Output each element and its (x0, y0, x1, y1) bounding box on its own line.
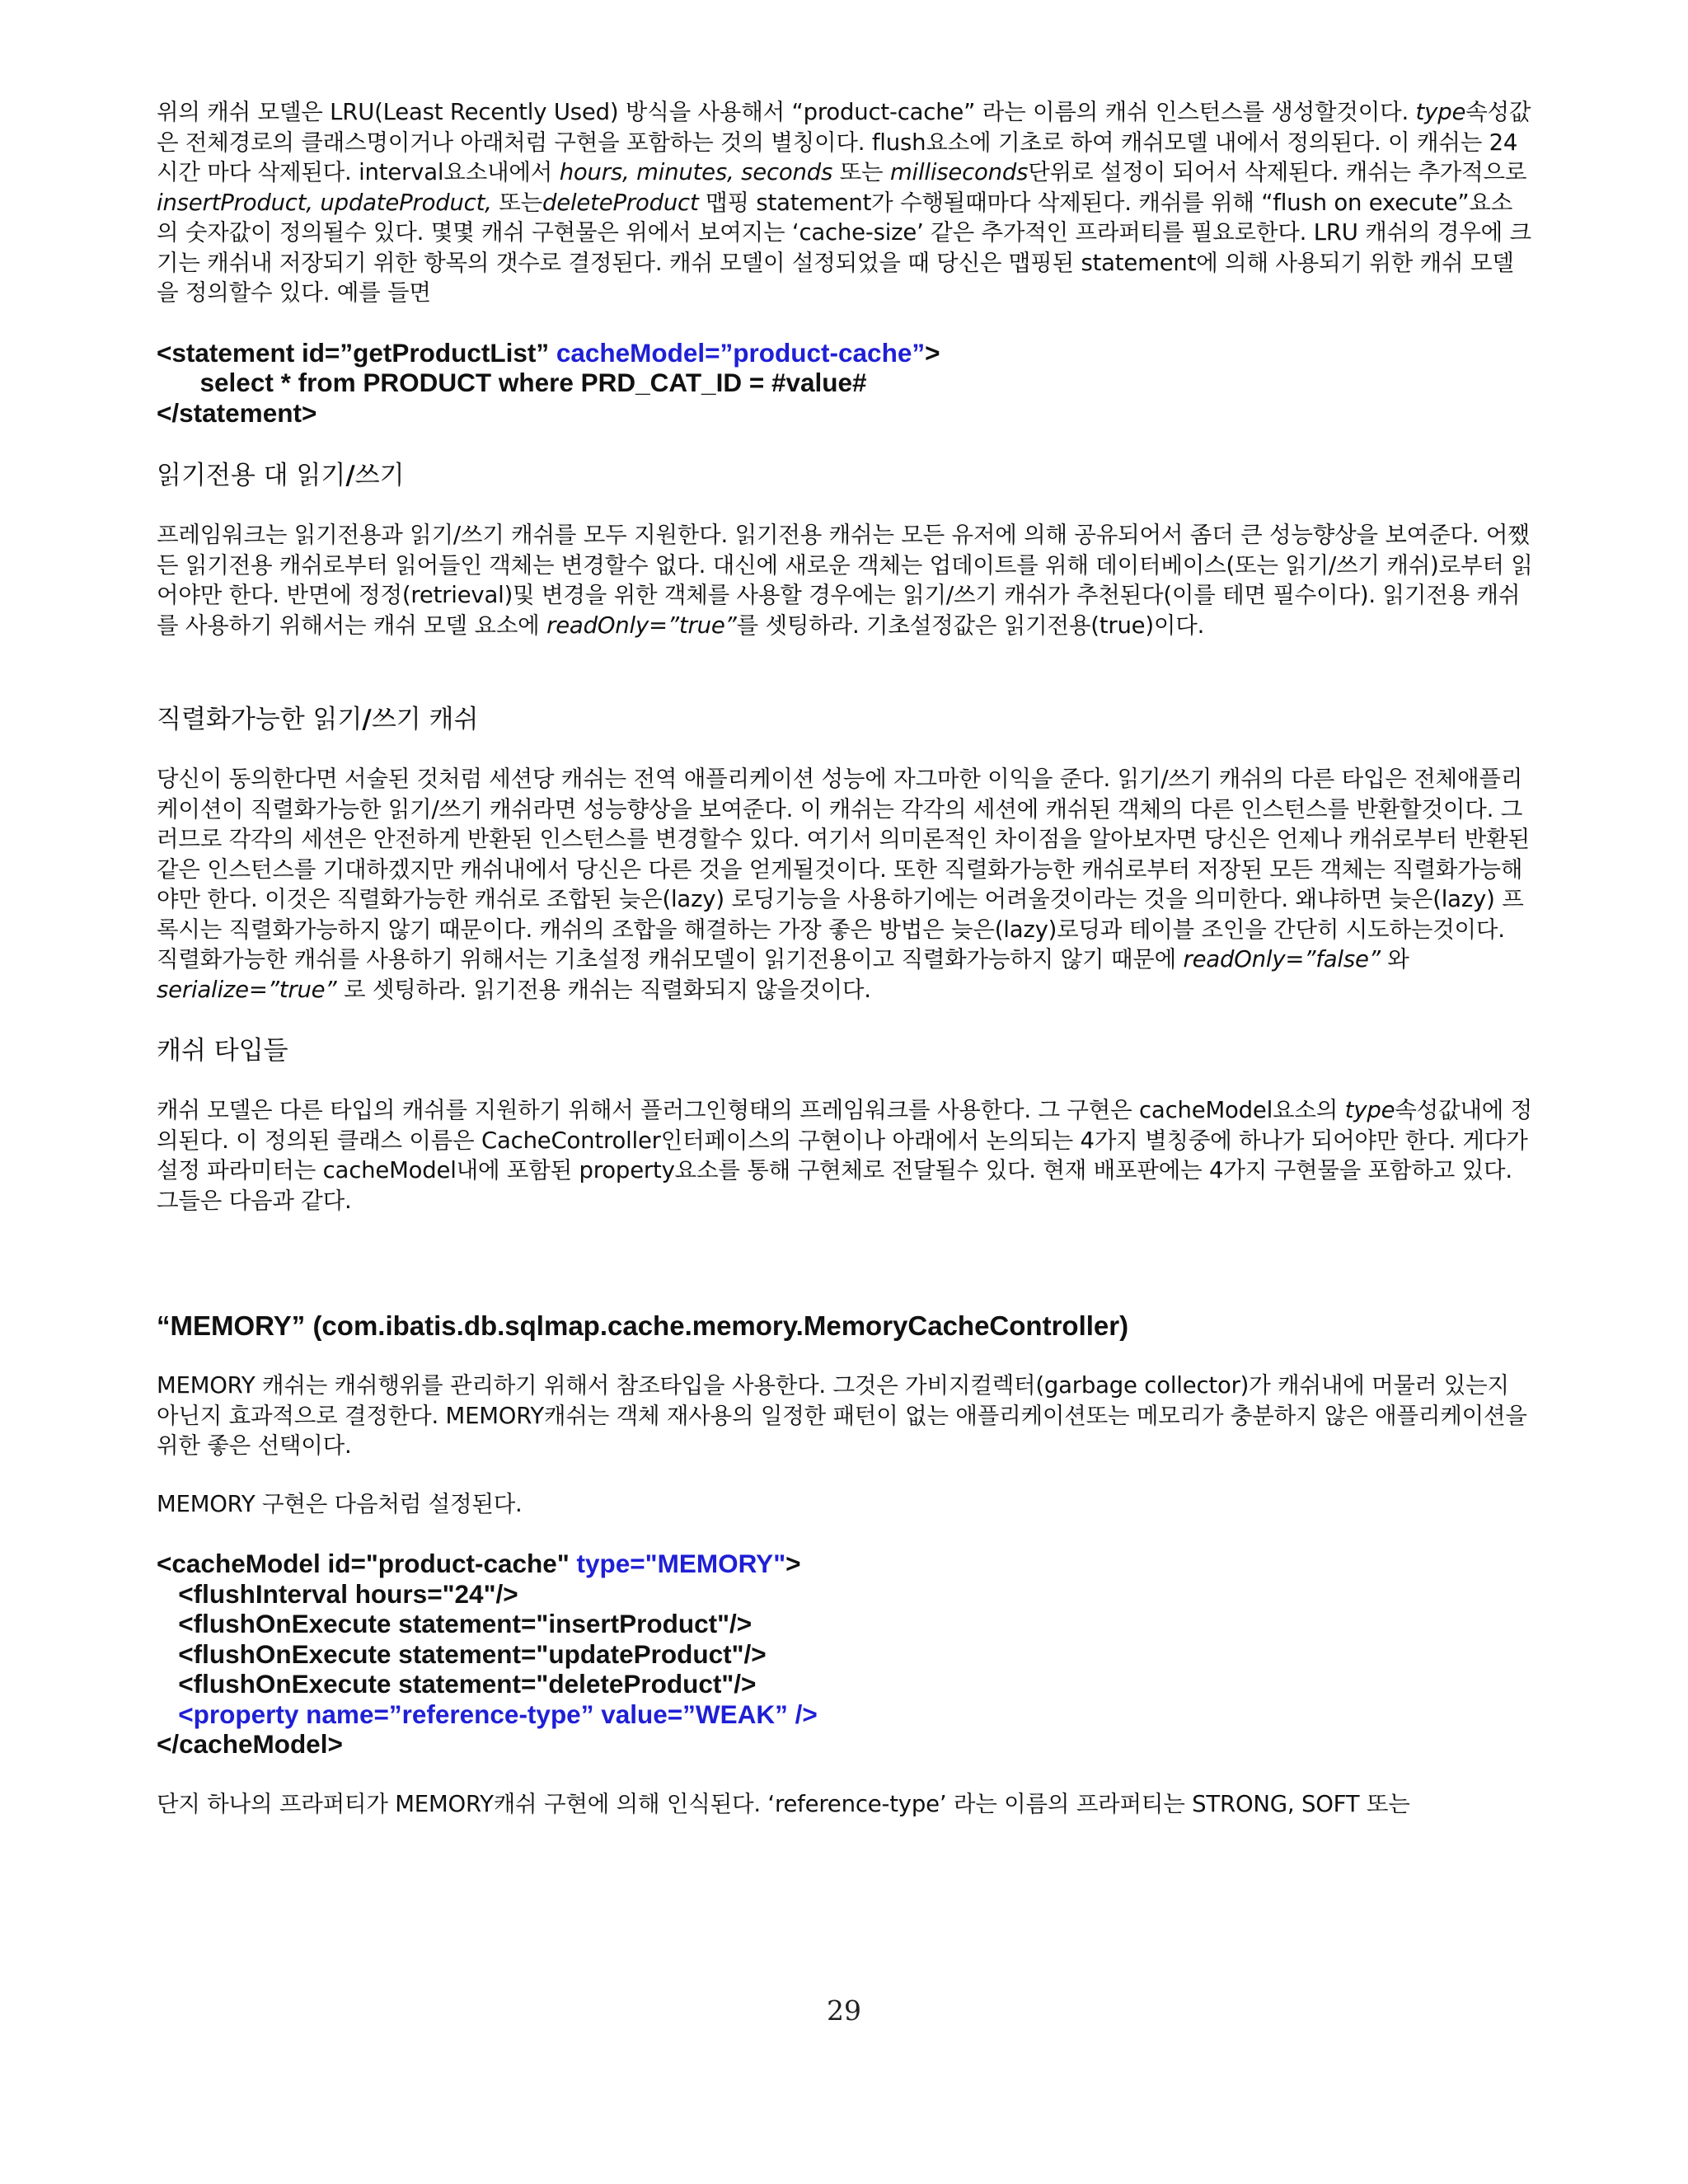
code-text-highlight: type="MEMORY" (576, 1549, 786, 1578)
code-line: <flushOnExecute statement="deleteProduct"/> (157, 1669, 757, 1699)
code-text: > (925, 337, 940, 368)
text-run: 위의 캐쉬 모델은 LRU(Least Recently Used) 방식을 사용해서 “product-cache” 라는 이름의 캐쉬 인스턴스를 생성할것이다. (157, 99, 1416, 125)
memory-property-paragraph: 단지 하나의 프라퍼티가 MEMORY캐쉬 구현에 의해 인식된다. ‘reference-type’ 라는 이름의 프라퍼티는 STRONG, SOFT 또는 (157, 1790, 1410, 1817)
section-heading-memory: “MEMORY” (com.ibatis.db.sqlmap.cache.memory.MemoryCacheController) (157, 1310, 1129, 1341)
code-line: </statement> (157, 397, 317, 428)
text-run-italic: type (1415, 99, 1466, 125)
text-run-italic: deleteProduct (542, 189, 699, 216)
code-line: <flushOnExecute statement="insertProduct"/> (157, 1609, 753, 1638)
code-block-statement (157, 338, 1533, 429)
heading-text: 쓰기 (354, 461, 405, 490)
text-run: 로 셋팅하라. 읽기전용 캐쉬는 직렬화되지 않을것이다. (336, 976, 871, 1003)
text-run-italic: milliseconds (889, 159, 1029, 185)
text-run-italic: insertProduct, updateProduct, (157, 189, 492, 216)
text-run: 캐쉬 모델은 다른 타입의 캐쉬를 지원하기 위해서 플러그인형태의 프레임워크를 사용한다. 그 구현은 cacheModel요소의 (157, 1097, 1345, 1123)
code-line: <flushOnExecute statement="updateProduct"/> (157, 1638, 767, 1669)
text-run: 를 셋팅하라. 기초설정값은 읽기전용(true)이다. (736, 612, 1205, 639)
heading-text: 쓰기 캐쉬 (371, 705, 479, 734)
text-run: 당신이 동의한다면 서술된 것처럼 세션당 캐쉬는 전역 애플리케이션 성능에 자그마한 이익을 준다. 읽기/쓰기 캐쉬의 다른 타입은 전체애플리케이션이 직렬화가능한 읽기/쓰기 캐쉬라면 성능향상을 보여준다. 이 캐쉬는 각각의 세션에 캐쉬된 객체의 다른 인스턴스를 반환할것이다. 그러므로 각각의 세션은 안전하게 반환된 인스턴스를 변경할수 있다. 여기서 의미론적인 차이점을 알아보자면 당신은 언제나 캐쉬로부터 반환된 같은 인스턴스를 기대하겠지만 캐쉬내에서 당신은 다른 것을 얻게될것이다. 또한 직렬화가능한 캐쉬로부터 저장된 모든 객체는 직렬화가능해야만 한다. 이것은 직렬화가능한 캐쉬로 조합된 늦은(lazy) 로딩기능을 사용하기에는 어려울것이라는 것을 의미한다. 왜냐하면 늦은(lazy) 프록시는 직렬화가능하지 않기 때문이다. 캐쉬의 조합을 해결하는 가장 좋은 방법은 늦은(lazy)로딩과 테이블 조인을 간단히 시도하는것이다. 직렬화가능한 캐쉬를 사용하기 위해서는 기초설정 캐쉬모델이 읽기전용이고 직렬화가능하지 않기 때문에 (157, 766, 1530, 972)
text-run: 프레임워크는 읽기전용과 읽기/쓰기 캐쉬를 모두 지원한다. 읽기전용 캐쉬는 모든 유저에 의해 공유되어서 좀더 큰 성능향상을 보여준다. 어쨌든 읽기전용 캐쉬로부터 읽어들인 객체는 변경할수 없다. 대신에 새로운 객체는 업데이트를 위해 데이터베이스(또는 읽기/쓰기 캐쉬)로부터 읽어야만 한다. 반면에 정정(retrieval)및 변경을 위한 객체를 사용할 경우에는 읽기/쓰기 캐쉬가 추천된다(이를 테면 필수이다). 읽기전용 캐쉬를 사용하기 위해서는 캐쉬 모델 요소에 (157, 522, 1533, 639)
text-run-italic: type (1344, 1097, 1395, 1123)
cache-types-paragraph (157, 1095, 1533, 1216)
readonly-paragraph (157, 520, 1533, 640)
text-run-italic: hours, minutes, seconds (559, 159, 833, 185)
code-line: </cacheModel> (157, 1729, 343, 1759)
heading-text: / (362, 705, 372, 734)
text-run: 와 (1380, 946, 1409, 972)
text-run: 속성값내에 정의된다. 이 정의된 클래스 이름은 CacheController인터페이스의 구현이나 아래에서 논의되는 4가지 별칭중에 하나가 되어야만 한다. 게다가 설정 파라미터는 cacheModel내에 포함된 property요소를 통해 구현체로 전달될수 있다. 현재 배포판에는 4가지 구현물을 포함하고 있다. 그들은 다음과 같다. (157, 1097, 1533, 1214)
text-run-italic: serialize=”true” (157, 976, 337, 1003)
heading-text: 직렬화가능한 읽기 (157, 705, 363, 734)
text-run: 또는 (832, 159, 890, 185)
text-run: 속성값은 전체경로의 클래스명이거나 아래처럼 구현을 포함하는 것의 별칭이다. flush요소에 기초로 하여 캐쉬모델 내에서 정의된다. 이 캐쉬는 24시간 마다 삭제된다. interval요소내에서 (157, 99, 1531, 185)
intro-paragraph (157, 97, 1533, 308)
text-run-italic: readOnly=”false” (1183, 946, 1381, 972)
code-text-highlight: cacheModel=”product-cache” (556, 337, 926, 368)
page-number: 29 (827, 1994, 861, 2027)
section-heading-readonly (157, 459, 1533, 492)
code-text: <statement id=”getProductList” (157, 337, 556, 368)
section-heading-cache-types: 캐쉬 타입들 (157, 1036, 288, 1066)
heading-text: / (345, 461, 355, 490)
code-line (157, 1549, 1533, 1579)
text-run: 맵핑 statement가 수행될때마다 삭제된다. 캐쉬를 위해 “flush on execute”요소의 숫자값이 정의될수 있다. 몇몇 캐쉬 구현물은 위에서 보여지는 ‘cache-size’ 같은 추가적인 프라퍼티를 필요로한다. LRU 캐쉬의 경우에 크기는 캐쉬내 저장되기 위한 항목의 갯수로 결정된다. 캐쉬 모델이 설정되었을 때 당신은 맵핑된 statement에 의해 사용되기 위한 캐쉬 모델을 정의할수 있다. 예를 들면 (157, 189, 1531, 306)
serializable-paragraph (157, 764, 1533, 1005)
code-text: <cacheModel id="product-cache" (157, 1549, 577, 1578)
memory-config-intro: MEMORY 구현은 다음처럼 설정된다. (157, 1490, 523, 1517)
text-run-italic: readOnly=”true” (546, 612, 737, 639)
text-run: 단위로 설정이 되어서 삭제된다. 캐쉬는 추가적으로 (1028, 159, 1527, 185)
section-heading-serializable (157, 703, 1533, 736)
code-line-highlight: <property name=”reference-type” value=”WEAK” /> (157, 1699, 818, 1729)
code-line: select * from PRODUCT where PRD_CAT_ID = #value# (157, 368, 867, 397)
text-run: 또는 (491, 189, 543, 216)
heading-text: 읽기전용 대 읽기 (157, 461, 346, 490)
code-text: > (785, 1549, 801, 1578)
document-page (157, 97, 1533, 1819)
memory-paragraph: MEMORY 캐쉬는 캐쉬행위를 관리하기 위해서 참조타입을 사용한다. 그것은 가비지컬렉터(garbage collector)가 캐쉬내에 머물러 있는지 아닌지 효과적으로 결정한다. MEMORY캐쉬는 객체 재사용의 일정한 패턴이 없는 애플리케이션또는 메모리가 충분하지 않은 애플리케이션을 위한 좋은 선택이다. (157, 1372, 1527, 1459)
code-line: <flushInterval hours="24"/> (157, 1578, 518, 1609)
code-block-cachemodel (157, 1549, 1533, 1760)
code-line (157, 338, 1533, 368)
